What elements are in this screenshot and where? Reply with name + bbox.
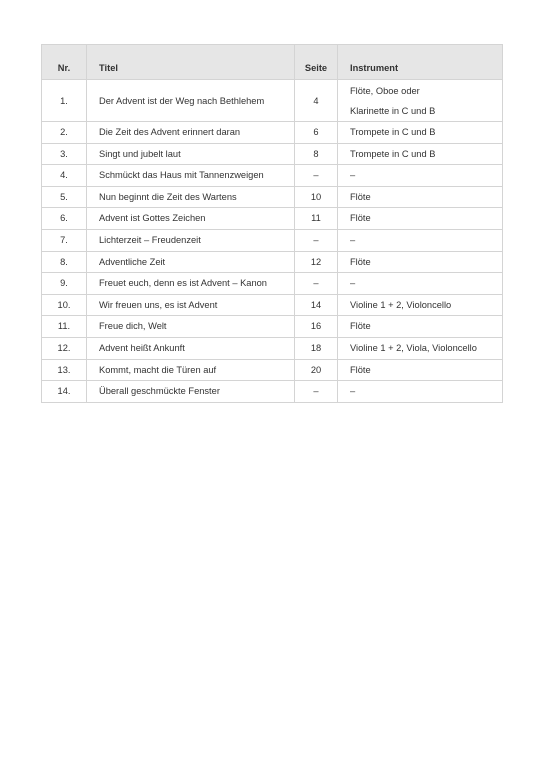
table-row xyxy=(42,359,503,381)
table-row xyxy=(42,122,503,144)
table-row xyxy=(42,337,503,359)
row-page: 18 xyxy=(295,337,338,359)
row-page: 20 xyxy=(295,359,338,381)
row-instrument: Trompete in C und B xyxy=(338,122,503,144)
row-title: Singt und jubelt laut xyxy=(87,143,295,165)
song-table xyxy=(41,44,503,403)
row-instrument: Flöte xyxy=(338,316,503,338)
row-title: Der Advent ist der Weg nach Bethlehem xyxy=(87,80,295,122)
header-titel: Titel xyxy=(87,45,295,80)
row-number: 1. xyxy=(42,80,87,122)
table-row xyxy=(42,165,503,187)
row-page: 11 xyxy=(295,208,338,230)
row-page: 16 xyxy=(295,316,338,338)
row-number: 13. xyxy=(42,359,87,381)
row-number: 4. xyxy=(42,165,87,187)
row-instrument: – xyxy=(338,273,503,295)
row-instrument: Violine 1 + 2, Viola, Violoncello xyxy=(338,337,503,359)
row-title: Schmückt das Haus mit Tannenzweigen xyxy=(87,165,295,187)
header-instrument: Instrument xyxy=(338,45,503,80)
row-instrument: Flöte xyxy=(338,251,503,273)
row-title: Advent heißt Ankunft xyxy=(87,337,295,359)
row-instrument: Violine 1 + 2, Violoncello xyxy=(338,294,503,316)
table-row xyxy=(42,251,503,273)
row-page: – xyxy=(295,273,338,295)
row-page: 10 xyxy=(295,186,338,208)
table-row xyxy=(42,294,503,316)
row-number: 7. xyxy=(42,229,87,251)
row-number: 12. xyxy=(42,337,87,359)
table-row xyxy=(42,143,503,165)
row-number: 10. xyxy=(42,294,87,316)
row-instrument: Flöte, Oboe oder Klarinette in C und B xyxy=(338,80,503,122)
row-number: 11. xyxy=(42,316,87,338)
table-row xyxy=(42,381,503,403)
row-title: Überall geschmückte Fenster xyxy=(87,381,295,403)
row-page: 6 xyxy=(295,122,338,144)
row-title: Freuet euch, denn es ist Advent – Kanon xyxy=(87,273,295,295)
row-instrument: – xyxy=(338,381,503,403)
row-instrument: Trompete in C und B xyxy=(338,143,503,165)
header-seite: Seite xyxy=(295,45,338,80)
row-title: Die Zeit des Advent erinnert daran xyxy=(87,122,295,144)
table-row xyxy=(42,273,503,295)
row-page: 12 xyxy=(295,251,338,273)
row-number: 6. xyxy=(42,208,87,230)
row-page: 14 xyxy=(295,294,338,316)
table-row xyxy=(42,229,503,251)
table-row xyxy=(42,208,503,230)
row-number: 14. xyxy=(42,381,87,403)
row-number: 3. xyxy=(42,143,87,165)
row-number: 5. xyxy=(42,186,87,208)
row-title: Wir freuen uns, es ist Advent xyxy=(87,294,295,316)
row-number: 2. xyxy=(42,122,87,144)
table-row xyxy=(42,316,503,338)
row-title: Lichterzeit – Freudenzeit xyxy=(87,229,295,251)
row-number: 8. xyxy=(42,251,87,273)
row-instrument: – xyxy=(338,229,503,251)
row-title: Adventliche Zeit xyxy=(87,251,295,273)
row-number: 9. xyxy=(42,273,87,295)
header-nr: Nr. xyxy=(42,45,87,80)
row-page: – xyxy=(295,165,338,187)
row-instrument: Flöte xyxy=(338,208,503,230)
row-page: – xyxy=(295,381,338,403)
row-page: 4 xyxy=(295,80,338,122)
row-page: 8 xyxy=(295,143,338,165)
table-header-row xyxy=(42,45,503,80)
row-page: – xyxy=(295,229,338,251)
row-title: Advent ist Gottes Zeichen xyxy=(87,208,295,230)
row-instrument: – xyxy=(338,165,503,187)
table-row xyxy=(42,186,503,208)
row-title: Nun beginnt die Zeit des Wartens xyxy=(87,186,295,208)
row-title: Kommt, macht die Türen auf xyxy=(87,359,295,381)
table-row xyxy=(42,80,503,122)
row-title: Freue dich, Welt xyxy=(87,316,295,338)
row-instrument: Flöte xyxy=(338,359,503,381)
row-instrument: Flöte xyxy=(338,186,503,208)
